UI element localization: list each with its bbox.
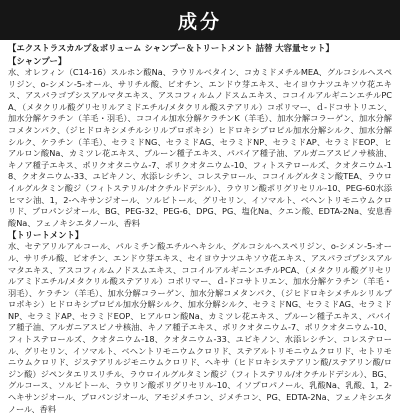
product-title: 【エクストラスカルプ＆ボリューム シャンプー＆トリートメント 詰替 大容量セット】 [8,43,334,53]
shampoo-ingredients: 水、オレフィン（C14-16）スルホン酸Na、ラウリルベタイン、コカミドメチルMEA、グルコシルヘスペリジン、o-シメン-5-オール、サリチル酸、ビオチン、エンドウ芽エキス、セイヨウナツユキソウ花エキス、アスパラゴプシスアルマタエキス、アスコフィルムノドスムエキス、ココイルアルギニンエチルPCA、（メタクリル酸グリセリルアミドエチル/メタクリル酸ステアリル）コポリマー、ｄ-ドコサトリエン、加水分解ケラチン（羊毛・羽毛）、ココイル加水分解ケラチンK（羊毛）、加水分解コラーゲン、加水分解コメタンパク、（ジヒドロキシメチルシリルプロポキシ）ヒドロキシプロピル加水分解シルク、加水分解シルク、ケラチン（羊毛）、セラミドNG、セラミドAG、セラミドNP、セラミドAP、セラミドEOP、ヒアルロン酸Na、カミツレ花エキス、プルーン種子エキス、パパイア種子油、アルガニアスピノサ核油、キノア種子エキス、ポリクオタニウム-7、ポリクオタニウム-10、フィトステロールズ、クオタニウム-18、クオタニウム-33、ユビキノン、水添レシチン、コレステロール、ココイルグルタミン酸TEA、ラウロイルグルタミン酸ジ（フィトステリル/オクチルドデシル）、ラウリン酸ポリグリセリル-10、PEG-60水添ヒマシ油、1，2-ヘキサンジオール、ソルビトール、グリセリン、イソマルト、ベヘントリモニウムクロリド、プロパンジオール、BG、PEG-32、PEG-6、DPG、PG、塩化Na、クエン酸、EDTA-2Na、安息香酸Na、フェノキシエタノール、香料 [8,67,392,228]
treatment-ingredients: 水、セテアリルアルコール、パルミチン酸エチルヘキシル、グルコシルヘスペリジン、o-シメン-5-オール、サリチル酸、ビオチン、エンドウ芽エキス、セイヨウナツユキソウ花エキス、アスパラゴプシスアルマタエキス、アスコフィルムノドスムエキス、ココイルアルギニンエチルPCA、（メタクリル酸グリセリルアミドエチル/メタクリル酸ステアリル）コポリマー、ｄ-ドコサトリエン、加水分解ケラチン（羊毛・羽毛）、ケラチン（羊毛）、加水分解コラーゲン、加水分解コメタンパク、（ジヒドロキシメチルシリルプロポキシ）ヒドロキシプロピル加水分解シルク、加水分解シルク、セラミドNG、セラミドAG、セラミドNP、セラミドAP、セラミドEOP、ヒアルロン酸Na、カミツレ花エキス、プルーン種子エキス、パパイア種子油、アルガニアスピノサ核油、キノア種子エキス、ポリクオタニウム-7、ポリクオタニウム-10、フィトステロールズ、クオタニウム-18、クオタニウム-33、ユビキノン、水添レシチン、コレステロール、グリセリン、イソマルト、ベヘントリモニウムクロリド、ステアルトリモニウムクロリド、セトリモニウムクロリド、ジステアリルジモニウムクロリド、ヘキサ（ヒドロキシステアリン酸/ステアリン酸/ロジン酸）ジペンタエリスリチル、ラウロイルグルタミン酸ジ（フィトステリル/オクチルドデシル）、BG、グルコース、ソルビトール、ラウリン酸ポリグリセリル-10、イソプロパノール、乳酸Na、乳酸、1，2-ヘキサンジオール、プロパンジオール、アモジメチコン、ジメチコン、PG、EDTA-2Na、フェノキシエタノール、香料 [8,241,392,414]
shampoo-section-label: 【シャンプー】 [8,56,67,66]
header-band [0,0,400,40]
page-title: 成分 [177,10,222,33]
treatment-section-label: 【トリートメント】 [8,230,84,241]
ingredients-panel [8,43,392,414]
